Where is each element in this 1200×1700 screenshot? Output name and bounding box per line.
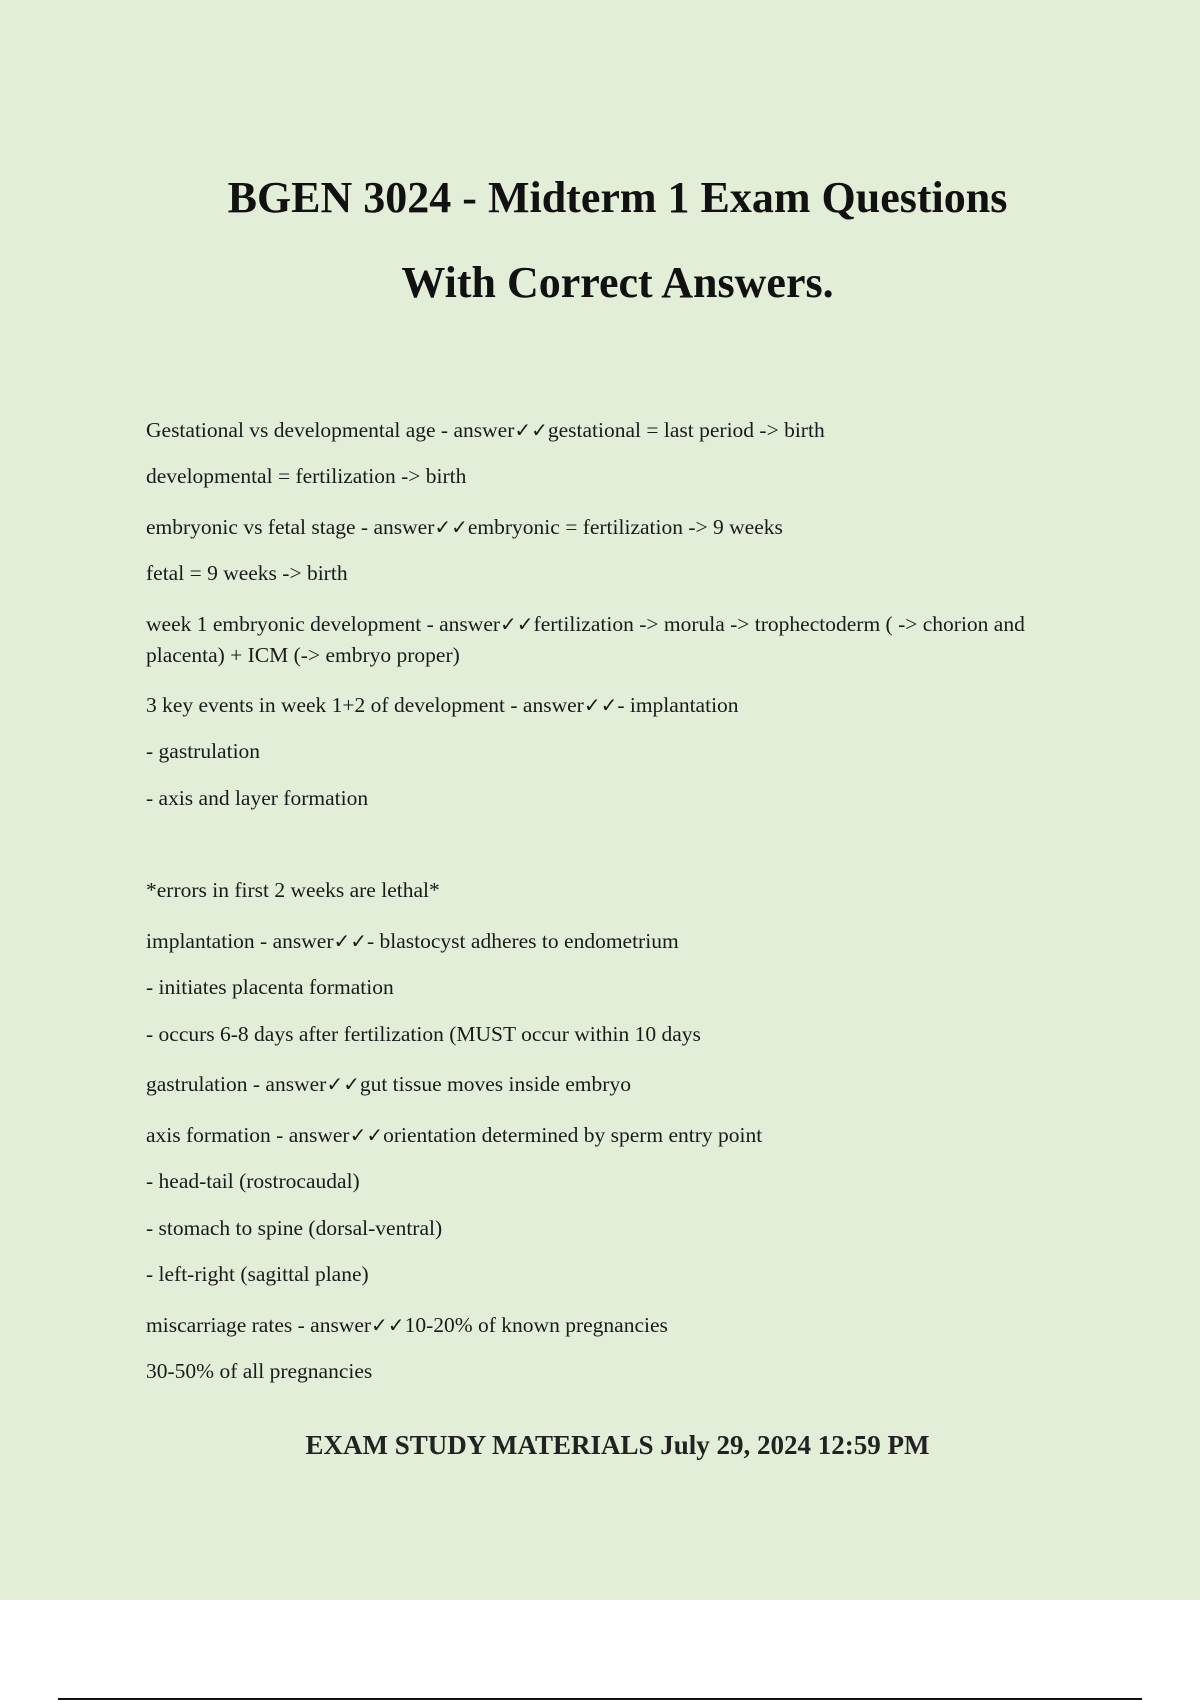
check-marks-icon: ✓✓ [514,418,548,442]
question-text: week 1 embryonic development - answer [146,612,501,636]
line-text: 30-50% of all pregnancies [146,1359,373,1383]
text-line [146,1213,442,1244]
question-text: implantation - answer [146,929,334,953]
answer-text: orientation determined by sperm entry point [383,1123,763,1147]
text-line [146,972,394,1003]
qa-line [146,415,825,446]
answer-text: - blastocyst adheres to endometrium [367,929,679,953]
text-line [146,461,466,492]
qa-line [146,1120,762,1151]
line-text: - occurs 6-8 days after fertilization (MUST occur within 10 days [146,1022,701,1046]
text-line [146,1166,360,1197]
answer-text: gut tissue moves inside embryo [359,1072,631,1096]
line-text: fetal = 9 weeks -> birth [146,561,348,585]
qa-line [146,690,739,721]
question-text: 3 key events in week 1+2 of development - answer [146,693,584,717]
line-text: - left-right (sagittal plane) [146,1262,369,1286]
check-marks-icon: ✓✓ [434,515,468,539]
qa-line [146,512,783,543]
question-text: Gestational vs developmental age - answer [146,418,515,442]
check-marks-icon: ✓✓ [583,693,618,717]
answer-text: gestational = last period -> birth [547,418,825,442]
line-text: *errors in first 2 weeks are lethal* [146,878,440,902]
note-line [146,875,440,906]
qa-line [146,609,1046,671]
answer-text: embryonic = fertilization -> 9 weeks [467,515,783,539]
line-text: - stomach to spine (dorsal-ventral) [146,1216,443,1240]
qa-line [146,1069,631,1100]
document-title [0,155,1200,325]
line-text: - initiates placenta formation [146,975,394,999]
text-line [146,1259,369,1290]
line-text: - axis and layer formation [146,786,369,810]
qa-line [146,1310,668,1341]
question-text: miscarriage rates - answer [146,1313,372,1337]
check-marks-icon: ✓✓ [500,612,534,636]
answer-text: - implantation [617,693,739,717]
document-footer: EXAM STUDY MATERIALS July 29, 2024 12:59 PM [305,1430,930,1460]
qa-line [146,926,679,957]
check-marks-icon: ✓✓ [333,929,367,953]
text-line [146,558,348,589]
question-text: axis formation - answer [146,1123,350,1147]
text-line [146,1019,701,1050]
line-text: - gastrulation [146,739,261,763]
answer-text: 10-20% of known pregnancies [404,1313,668,1337]
line-text: - head-tail (rostrocaudal) [146,1169,360,1193]
question-text: gastrulation - answer [146,1072,327,1096]
title-line-2: With Correct Answers. [401,258,834,307]
text-line [146,783,368,814]
answer-text: fertilization -> morula -> trophectoderm ( -> chorion and placenta) + ICM (-> embryo proper) [146,612,1025,667]
text-line [146,1356,372,1387]
title-line-1: BGEN 3024 - Midterm 1 Exam Questions [227,173,1008,222]
check-marks-icon: ✓✓ [371,1313,405,1337]
text-line [146,736,260,767]
line-text: developmental = fertilization -> birth [146,464,467,488]
check-marks-icon: ✓✓ [326,1072,360,1096]
question-text: embryonic vs fetal stage - answer [146,515,435,539]
check-marks-icon: ✓✓ [349,1123,384,1147]
